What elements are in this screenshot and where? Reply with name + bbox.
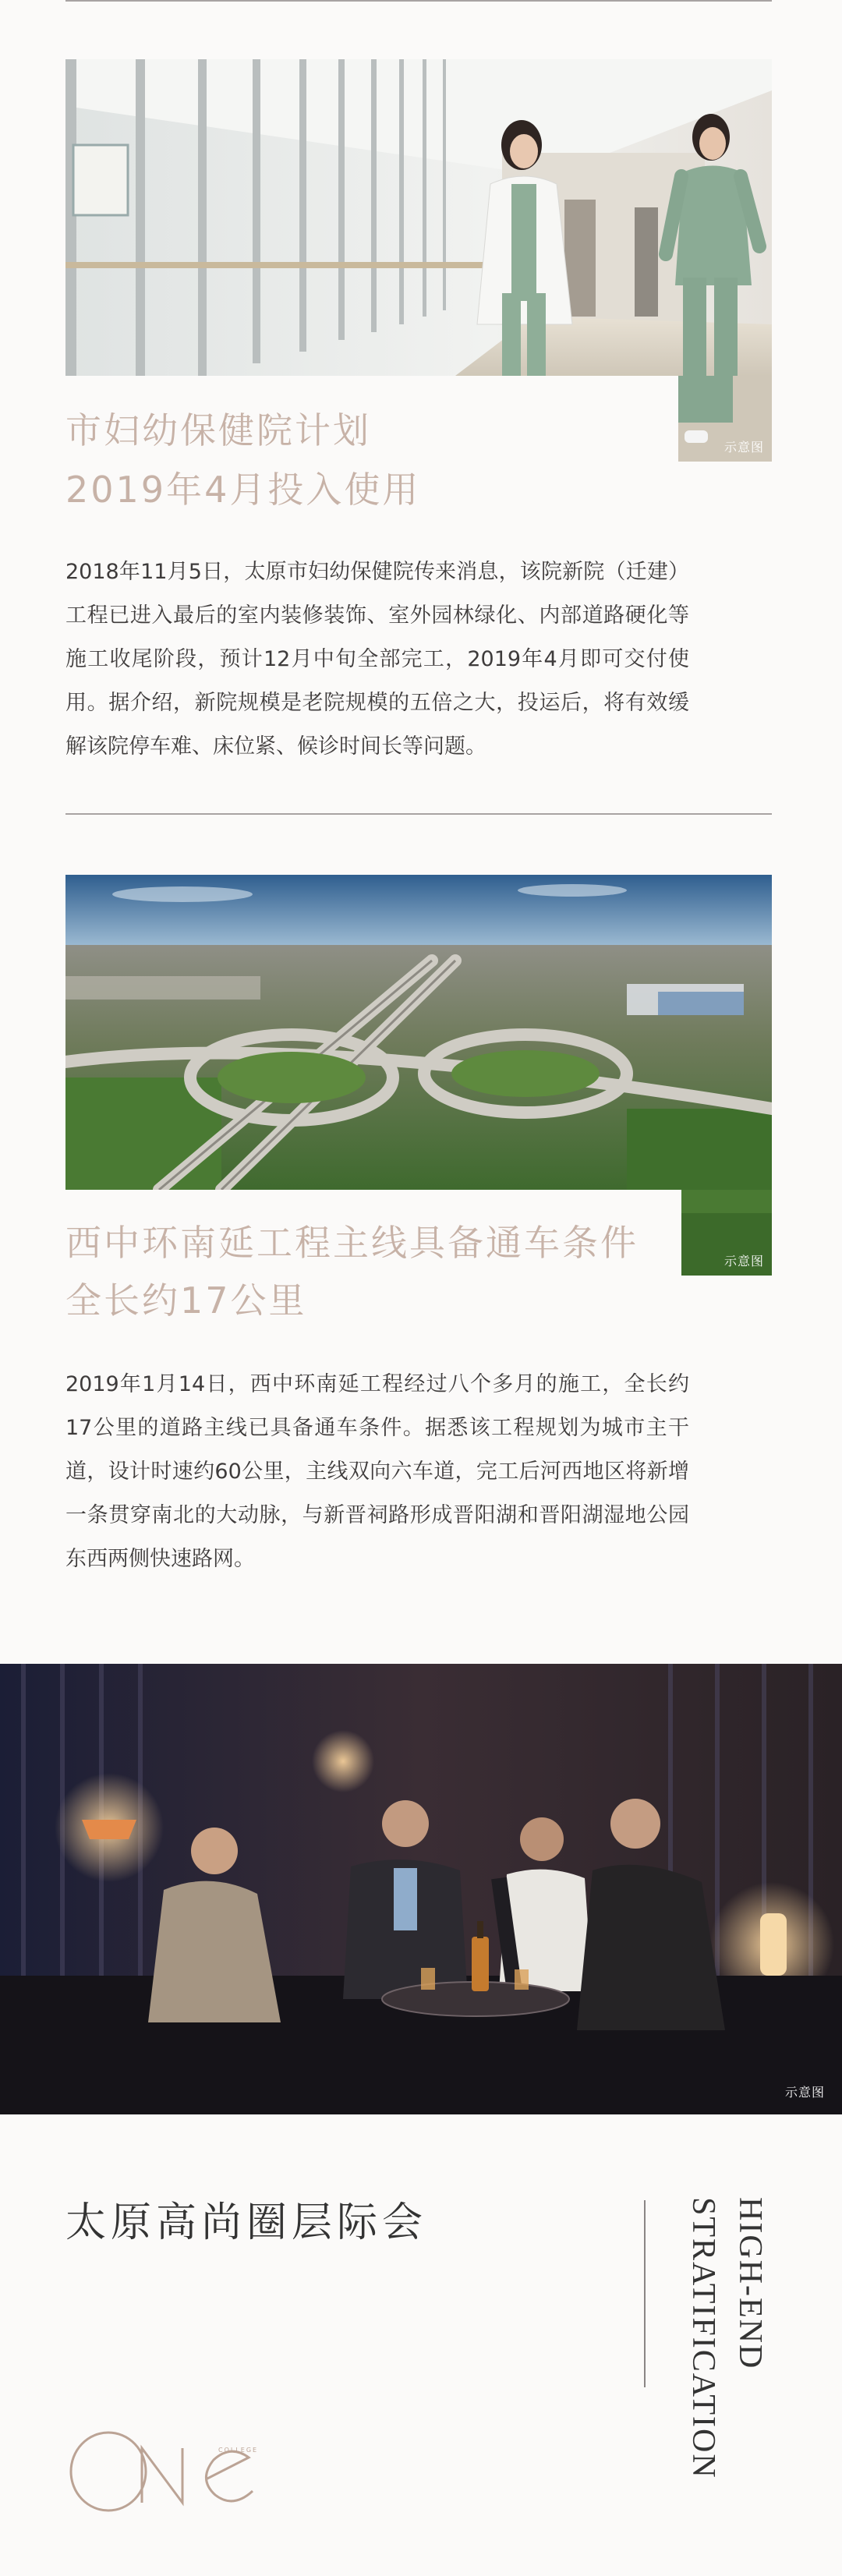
lounge-photo bbox=[0, 1664, 842, 2114]
hospital-body-text: 2018年11月5日，太原市妇幼保健院传来消息，该院新院（迁建）工程已进入最后的室内装修装饰、室外园林绿化、内部道路硬化等施工收尾阶段，预计12月中旬全部完工，2019年4月即可交付使用。据介绍，新院规模是老院规模的五倍之大，投运后，将有效缓解该院停车难、床位紧、候诊时间长等问题。 bbox=[65, 560, 689, 759]
logo-sub-text: COLLEGE bbox=[218, 2447, 259, 2454]
lounge-gathering-illustration bbox=[0, 1664, 842, 2114]
vertical-divider bbox=[644, 2200, 646, 2387]
section-divider bbox=[65, 813, 772, 815]
hospital-title-line2: 2019年4月投入使用 bbox=[65, 469, 421, 511]
highway-interchange-illustration bbox=[65, 875, 772, 1190]
highway-photo-corner bbox=[681, 1190, 772, 1276]
photo-tag: 示意图 bbox=[784, 2085, 825, 2100]
hospital-corridor-illustration bbox=[65, 59, 772, 376]
hospital-title-line1: 市妇幼保健院计划 bbox=[65, 409, 371, 451]
club-title: 太原高尚圈层际会 bbox=[65, 2199, 428, 2246]
highway-title-line1: 西中环南延工程主线具备通车条件 bbox=[65, 1222, 639, 1264]
highway-photo bbox=[65, 875, 772, 1190]
highway-title-line2: 全长约17公里 bbox=[65, 1279, 307, 1322]
vertical-caption-line1: HIGH-END bbox=[732, 2197, 768, 2370]
photo-tag: 示意图 bbox=[723, 440, 764, 455]
top-divider bbox=[65, 0, 772, 2]
one-logo-mark-icon bbox=[65, 2417, 268, 2518]
one-logo bbox=[65, 2417, 268, 2518]
highway-body-text: 2019年1月14日，西中环南延工程经过八个多月的施工，全长约17公里的道路主线已具备通车条件。据悉该工程规划为城市主干道，设计时速约60公里，主线双向六车道，完工后河西地区将新增一条贯穿南北的大动脉，与新晋祠路形成晋阳湖和晋阳湖湿地公园东西两侧快速路网。 bbox=[65, 1372, 689, 1571]
hospital-photo bbox=[65, 59, 772, 376]
vertical-caption-line2: STRATIFICATION bbox=[685, 2197, 721, 2479]
hospital-photo-corner bbox=[678, 376, 772, 462]
photo-tag: 示意图 bbox=[723, 1254, 764, 1269]
